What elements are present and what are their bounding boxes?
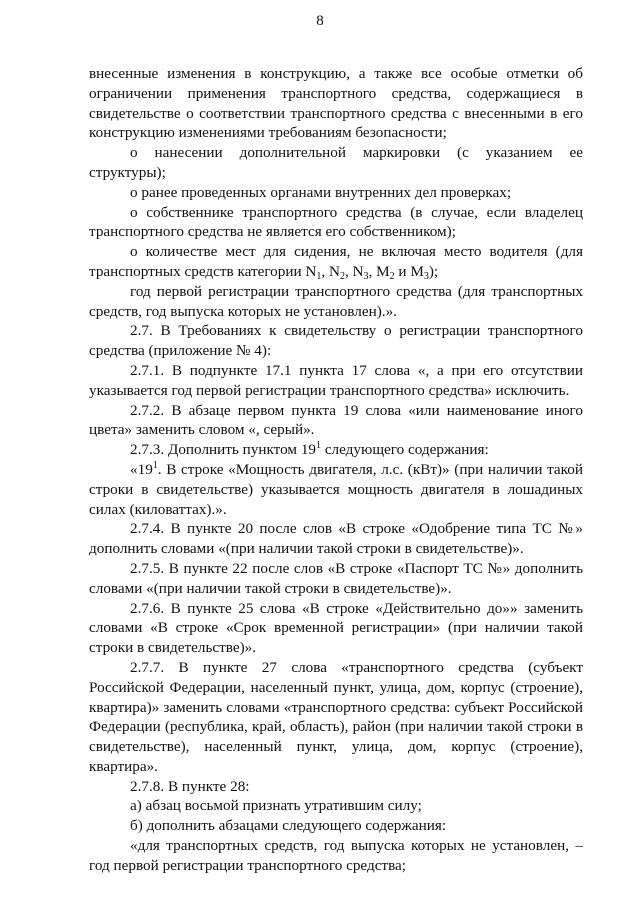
paragraph-modifications: внесенные изменения в конструкцию, а также все особые отметки об ограничении применения транспортного средства, содержащиеся в свидетельстве о соответствии транспортного средства с внесенными в его конструкцию изменениями требованиям безопасности; — [89, 65, 583, 142]
paragraph-owner: о собственнике транспортного средства (в случае, если владелец транспортного средства не является его собственником); — [89, 203, 583, 241]
paragraph-seats: о количестве мест для сидения, не включая место водителя (для транспортных средств категории $N_1$, $N_2$, $N_3$, $M_2$ и $M_3$); — [89, 243, 583, 282]
paragraph-19-1-text: «$19^1$. В строке «Мощность двигателя, л.с. (кВт)» (при наличии такой строки в свидетельстве) указывается мощность двигателя в лошадиных силах (киловаттах).». — [89, 459, 583, 518]
paragraph-2-7-7: 2.7.7. В пункте 27 слова «транспортного средства (субъект Российской Федерации, населенный пункт, улица, дом, корпус (строение), квартира)» заменить словами «транспортного средства: субъект Российской Федерации (республика, край, область), район (при наличии такой строки в свидетельстве), населенный пункт, улица, дом, корпус (строение), квартира». — [89, 658, 583, 775]
page-number: 8 — [316, 13, 324, 29]
paragraph-2-7: 2.7. В Требованиях к свидетельству о регистрации транспортного средства (приложение № 4): — [89, 322, 583, 360]
paragraph-item-b: б) дополнить абзацами следующего содержания: — [130, 817, 447, 835]
paragraph-item-a: а) абзац восьмой признать утратившим силу; — [130, 797, 422, 815]
document-body — [89, 64, 583, 876]
paragraph-first-registration: год первой регистрации транспортного средства (для транспортных средств, год выпуска которых не установлен).». — [89, 282, 583, 320]
paragraph-checks: о ранее проведенных органами внутренних дел проверках; — [130, 183, 512, 201]
paragraph-2-7-4: 2.7.4. В пункте 20 после слов «В строке «Одобрение типа ТС №» дополнить словами «(при наличии такой строки в свидетельстве)». — [89, 520, 583, 558]
paragraph-marking: о нанесении дополнительной маркировки (с указанием ее структуры); — [89, 144, 583, 181]
paragraph-quote-year: «для транспортных средств, год выпуска которых не установлен, – год первой регистрации транспортного средства; — [89, 837, 583, 874]
paragraph-2-7-5: 2.7.5. В пункте 22 после слов «В строке «Паспорт ТС №» дополнить словами «(при наличии такой строки в свидетельстве)». — [89, 559, 583, 597]
paragraph-2-7-2: 2.7.2. В абзаце первом пункта 19 слова «или наименование иного цвета» заменить словом «, серый». — [89, 401, 583, 439]
paragraph-2-7-3: 2.7.3. Дополнить пунктом $19^1$ следующего содержания: — [130, 440, 489, 459]
paragraph-2-7-8: 2.7.8. В пункте 28: — [130, 777, 250, 795]
paragraph-2-7-1: 2.7.1. В подпункте 17.1 пункта 17 слова «, а при его отсутствии указывается год первой регистрации транспортного средства» исключить. — [89, 361, 583, 399]
paragraph-2-7-6: 2.7.6. В пункте 25 слова «В строке «Действительно до»» заменить словами «В строке «Срок временной регистрации» (при наличии такой строки в свидетельстве)». — [89, 599, 583, 657]
